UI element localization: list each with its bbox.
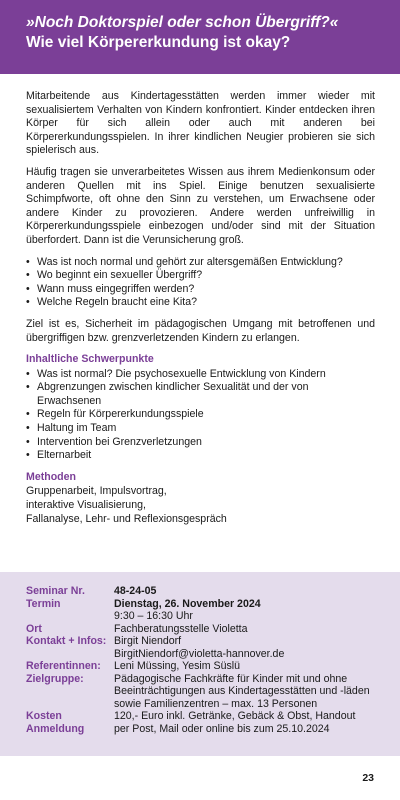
page-header — [0, 0, 400, 74]
info-label-empty — [26, 610, 114, 623]
list-item: • Elternarbeit — [26, 449, 375, 463]
list-item: • Was ist normal? Die psychosexuelle Entwicklung von Kindern — [26, 368, 375, 382]
info-label: Referentinnen: — [26, 660, 101, 672]
info-label: Kosten — [26, 710, 62, 722]
intro-paragraph-2: Häufig tragen sie unverarbeitetes Wissen aus ihrem Medienkonsum oder anderen Quellen mit ins Spiel. Einige benutzen sexualisierte Schimpfworte, oft ohne den Sinn zu verstehen, um Erwachsene oder andere Kinder zu provozieren. Andere werden unfreiwillig in Körpererkundungsspiele einbezogen und/oder sind mit der Situation überfordert. Dann ist die Verunsicherung groß. — [26, 165, 375, 246]
info-label-empty — [26, 648, 114, 661]
seminar-title: »Noch Doktorspiel oder schon Übergriff?« — [26, 14, 339, 31]
methods-heading: Methoden — [26, 470, 77, 483]
list-item: • Intervention bei Grenzverletzungen — [26, 436, 375, 450]
list-item: • Abgrenzungen zwischen kindlicher Sexualität und der von Erwachsenen — [26, 381, 375, 408]
info-row-ort — [26, 623, 400, 636]
contact-name: Birgit Niendorf — [114, 635, 182, 647]
info-row-anmeldung — [26, 723, 400, 736]
list-item: • Wann muss eingegriffen werden? — [26, 283, 375, 297]
seminar-subtitle: Wie viel Körpererkundung ist okay? — [26, 34, 291, 51]
info-row-email — [26, 648, 400, 661]
info-label: Anmeldung — [26, 722, 85, 735]
list-item: • Regeln für Körpererkundungsspiele — [26, 408, 375, 422]
goal-paragraph: Ziel ist es, Sicherheit im pädagogischen Umgang mit betroffenen und übergriffigen bzw. grenzverletzenden Kindern zu erlangen. — [26, 317, 375, 344]
info-label: Zielgruppe: — [26, 672, 84, 685]
termin-time: 9:30 – 16:30 Uhr — [114, 610, 193, 622]
info-row-referentinnen — [26, 660, 400, 673]
info-row-seminar — [26, 585, 400, 598]
info-row-kosten — [26, 710, 400, 723]
question-list — [26, 256, 375, 310]
intro-paragraph-1: Mitarbeitende aus Kindertagesstätten werden immer wieder mit sexualisiertem Verhalten von Kindern konfrontiert. Kinder entdecken ihren Körper für sich allein oder auch mit anderen bei Körpererkundungsspielen. In ihrer kindlichen Neugier probieren sie sich spielerisch aus. — [26, 90, 375, 157]
seminar-info-box — [0, 572, 400, 756]
list-item: • Haltung im Team — [26, 422, 375, 436]
list-item: • Was ist noch normal und gehört zur altersgemäßen Entwicklung? — [26, 256, 375, 270]
location: Fachberatungsstelle Violetta — [114, 622, 248, 635]
registration: per Post, Mail oder online bis zum 25.10.2024 — [114, 722, 330, 735]
topics-heading: Inhaltliche Schwerpunkte — [26, 353, 154, 366]
speakers: Leni Müssing, Yesim Süslü — [114, 660, 241, 672]
contact-email[interactable]: BirgitNiendorf@violetta-hannover.de — [114, 647, 285, 660]
info-row-time — [26, 610, 400, 623]
seminar-number: 48-24-05 — [114, 585, 157, 597]
info-row-kontakt — [26, 635, 400, 648]
costs: 120,- Euro inkl. Getränke, Gebäck & Obst, Handout — [114, 710, 356, 722]
list-item: • Welche Regeln braucht eine Kita? — [26, 296, 375, 310]
termin-date: Dienstag, 26. November 2024 — [114, 597, 261, 610]
methods-line: Gruppenarbeit, Impulsvortrag, — [26, 485, 167, 498]
target-group: Pädagogische Fachkräfte für Kinder mit und ohne Beeinträchtigungen aus Kindertagesstätten und -läden sowie Familienzentren – max. 13 Personen — [114, 672, 370, 710]
info-row-termin — [26, 598, 400, 611]
methods-line: Fallanalyse, Lehr- und Reflexionsgespräch — [26, 512, 227, 525]
info-row-zielgruppe — [26, 673, 400, 711]
info-label: Termin — [26, 597, 61, 610]
info-label: Seminar Nr. — [26, 585, 85, 597]
main-content — [26, 90, 375, 526]
list-item: • Wo beginnt ein sexueller Übergriff? — [26, 269, 375, 283]
info-label: Ort — [26, 622, 42, 635]
info-label: Kontakt + Infos: — [26, 635, 107, 647]
methods-line: interaktive Visualisierung, — [26, 499, 146, 512]
page-number: 23 — [362, 772, 374, 784]
topics-list — [26, 368, 375, 463]
